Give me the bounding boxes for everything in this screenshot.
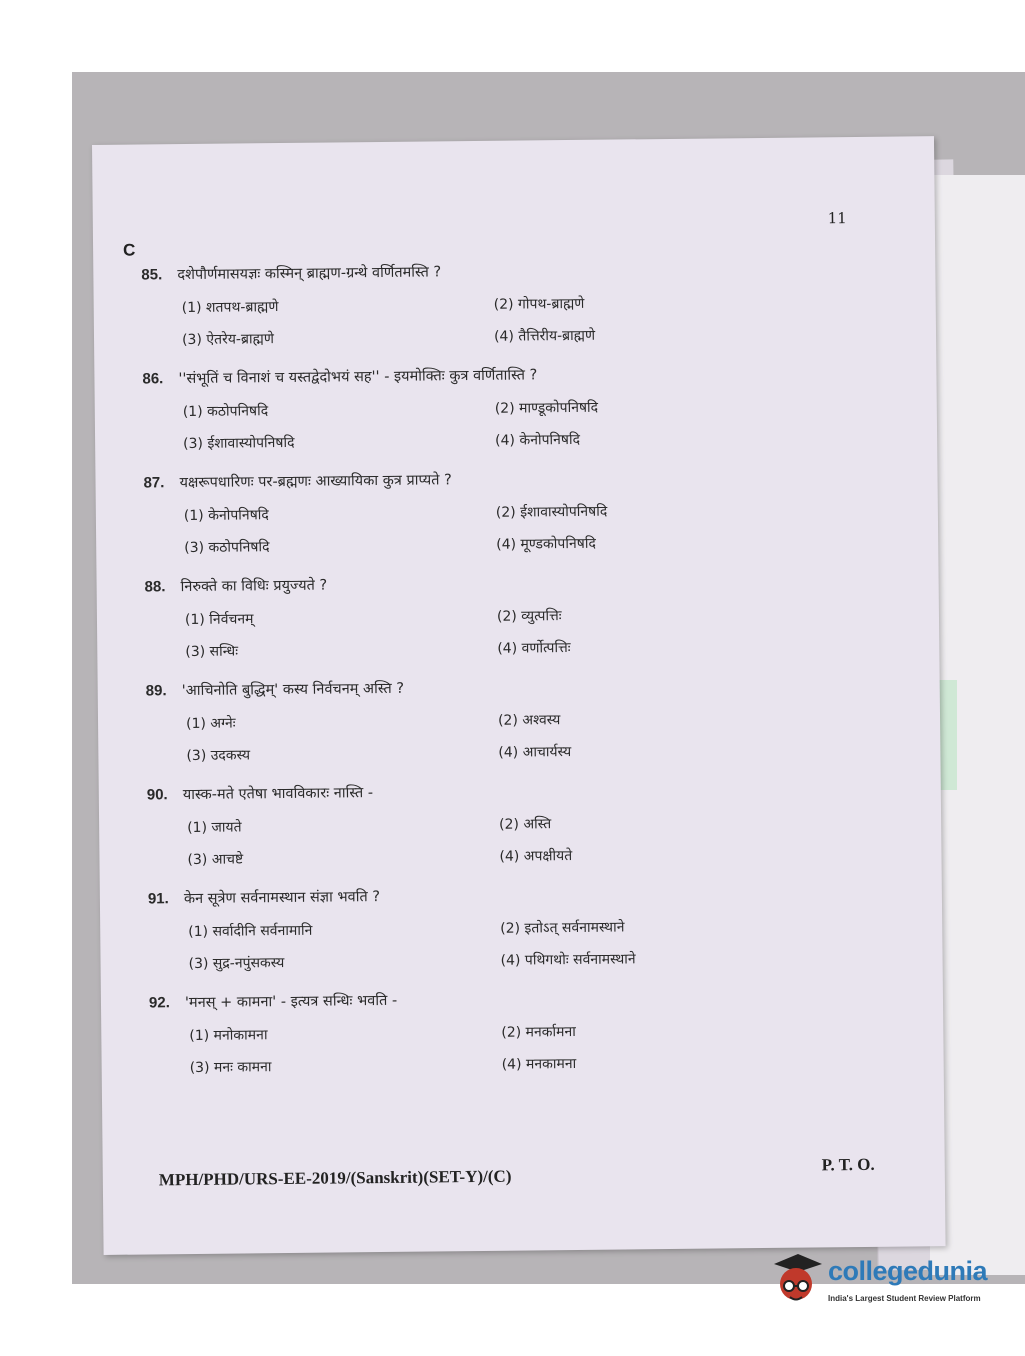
option: (2) अश्वस्य xyxy=(497,712,561,729)
option: (3) ईशावास्योपनिषदि xyxy=(183,434,295,453)
option: (2) माण्डूकोपनिषदि xyxy=(494,399,599,417)
question-number: 87. xyxy=(143,474,165,492)
question-list xyxy=(141,257,850,1096)
option: (2) इतोऽत् सर्वनामस्थाने xyxy=(500,919,625,937)
question-number: 90. xyxy=(146,786,168,804)
option-grid xyxy=(182,291,843,352)
option-grid xyxy=(185,603,846,664)
question-number: 85. xyxy=(141,266,163,284)
graduate-mascot-icon xyxy=(768,1250,824,1310)
option-grid xyxy=(184,499,845,560)
pto-label: P. T. O. xyxy=(821,1154,875,1175)
page-number: 11 xyxy=(827,209,847,228)
option: (4) मूण्डकोपनिषदि xyxy=(496,535,596,553)
question xyxy=(143,465,844,560)
option: (4) तैत्तिरीय-ब्राह्मणे xyxy=(493,327,596,345)
question-text: निरुक्ते का विधिः प्रयुज्यते ? xyxy=(180,577,328,596)
option: (1) केनोपनिषदि xyxy=(183,507,269,525)
question xyxy=(142,361,843,456)
set-code: C xyxy=(123,240,136,260)
option: (2) अस्ति xyxy=(499,816,552,833)
option: (3) ऐतरेय-ब्राह्मणे xyxy=(181,331,274,349)
question xyxy=(141,257,842,352)
option: (1) अग्नेः xyxy=(185,715,236,733)
option-grid xyxy=(187,811,848,872)
question-text: यास्क-मते एतेषा भावविकारः नास्ति - xyxy=(182,785,374,804)
option: (2) मनर्कामना xyxy=(501,1023,576,1041)
question xyxy=(146,673,847,768)
exam-page xyxy=(92,136,946,1255)
option: (1) जायते xyxy=(187,819,242,837)
collegedunia-watermark xyxy=(768,1250,1008,1320)
option: (3) सुद्र-नपुंसकस्य xyxy=(188,955,285,973)
option: (4) अपक्षीयते xyxy=(499,848,573,865)
option: (2) गोपथ-ब्राह्मणे xyxy=(493,295,585,313)
option: (1) सर्वादीनि सर्वनामानि xyxy=(188,922,313,941)
brand-tagline: India's Largest Student Review Platform xyxy=(828,1294,981,1303)
question-number: 89. xyxy=(145,682,167,700)
question-text: यक्षरूपधारिणः पर-ब्रह्मणः आख्यायिका कुत्र प्राप्यते ? xyxy=(179,472,452,492)
option: (4) आचार्यस्य xyxy=(498,744,572,761)
question xyxy=(149,985,850,1080)
option: (4) वर्णोत्पत्तिः xyxy=(497,640,571,657)
question-number: 92. xyxy=(148,994,170,1012)
option-grid xyxy=(189,1019,850,1080)
question xyxy=(147,777,848,872)
brand-name: collegedunia xyxy=(828,1256,988,1286)
question xyxy=(145,569,846,664)
option: (4) केनोपनिषदि xyxy=(495,431,581,449)
option: (3) सन्धिः xyxy=(185,643,239,661)
option: (2) व्युत्पत्तिः xyxy=(496,608,562,625)
option: (4) पथिगथोः सर्वनामस्थाने xyxy=(500,951,636,969)
option: (3) मनः कामना xyxy=(189,1059,272,1077)
option: (1) शतपथ-ब्राह्मणे xyxy=(181,299,279,317)
question-number: 86. xyxy=(142,370,164,388)
option-grid xyxy=(183,395,844,456)
question-text: ''संभूतिं च विनाशं च यस्तद्वेदोभयं सह'' - इयमोक्तिः कुत्र वर्णितास्ति ? xyxy=(178,367,538,388)
option: (1) कठोपनिषदि xyxy=(182,403,269,421)
option: (3) उदकस्य xyxy=(186,747,251,765)
question-number: 88. xyxy=(144,578,166,596)
question-text: 'मनस् + कामना' - इत्यत्र सन्धिः भवति - xyxy=(184,992,398,1012)
exam-code-footer: MPH/PHD/URS-EE-2019/(Sanskrit)(SET-Y)/(C) xyxy=(158,1166,512,1190)
option-grid xyxy=(186,707,847,768)
question xyxy=(148,881,849,976)
option: (1) मनोकामना xyxy=(189,1027,268,1045)
option: (3) आचष्टे xyxy=(187,851,244,869)
option: (4) मनकामना xyxy=(501,1055,577,1073)
option: (1) निर्वचनम् xyxy=(184,611,254,629)
question-text: केन सूत्रेण सर्वनामस्थान संज्ञा भवति ? xyxy=(183,889,381,908)
question-text: 'आचिनोति बुद्धिम्' कस्य निर्वचनम् अस्ति ? xyxy=(181,680,405,700)
question-text: दशेपौर्णमासयज्ञः कस्मिन् ब्राह्मण-ग्रन्थे वर्णितमस्ति ? xyxy=(177,264,442,284)
option-grid xyxy=(188,915,849,976)
option: (3) कठोपनिषदि xyxy=(184,539,270,557)
question-number: 91. xyxy=(147,890,169,908)
option: (2) ईशावास्योपनिषदि xyxy=(495,503,608,521)
